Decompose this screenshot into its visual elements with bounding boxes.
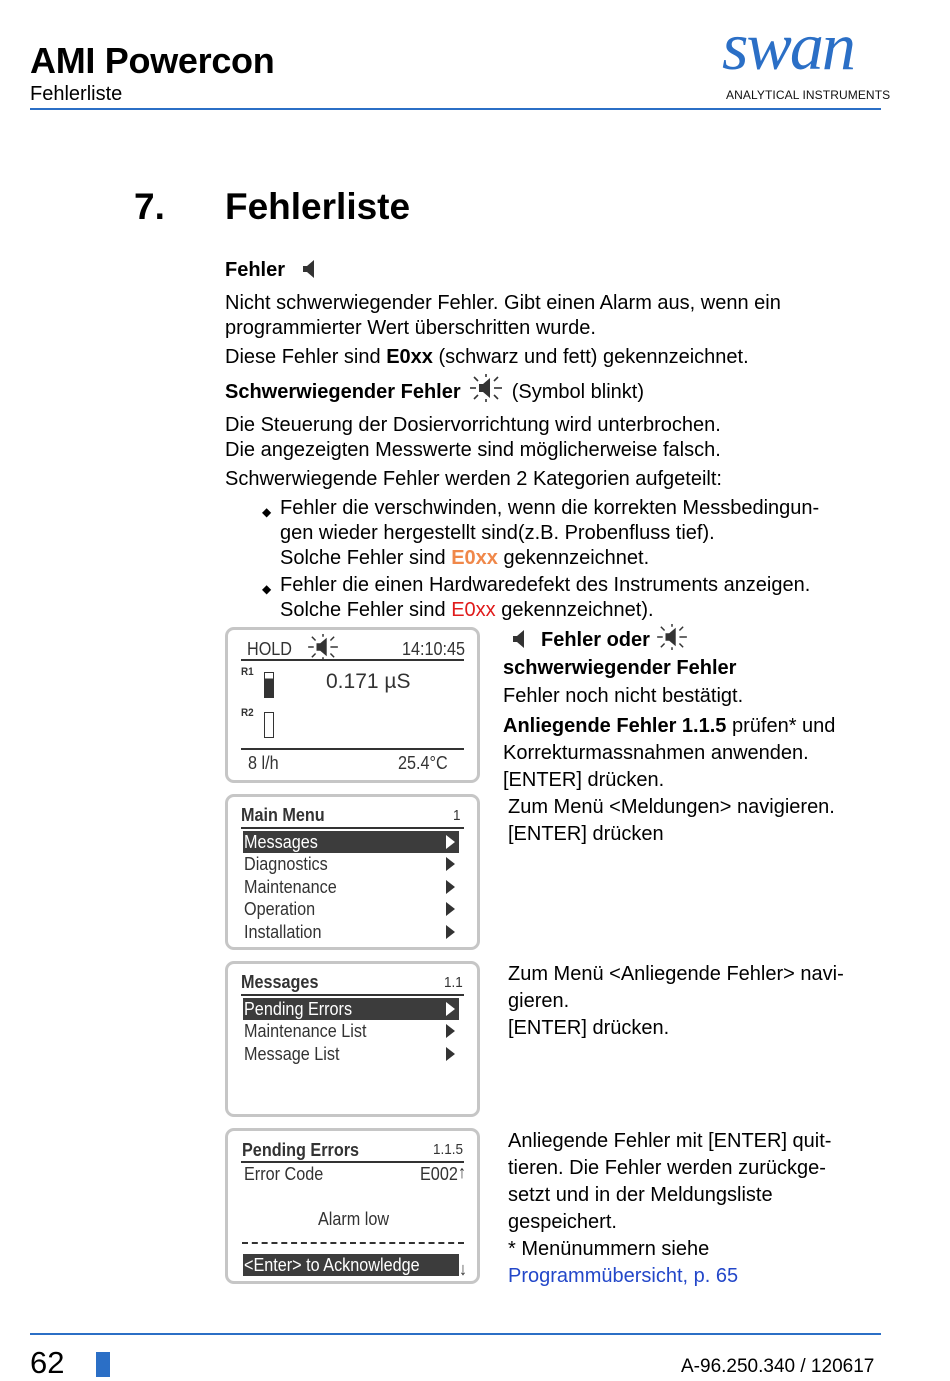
header-rule	[30, 108, 881, 110]
menu-number: 1	[453, 807, 461, 824]
lcd-divider	[241, 827, 464, 829]
menu-number: 1.1	[444, 974, 463, 991]
step-1-heading	[503, 624, 883, 680]
menu-item-operation[interactable]: Operation	[244, 899, 316, 919]
bullet1-code: E0xx	[451, 547, 498, 569]
lcd-screen-messages	[225, 961, 480, 1117]
lcd-divider	[241, 748, 464, 750]
step-3-description	[508, 961, 883, 1042]
menu-title: Main Menu	[241, 805, 325, 825]
bullet2-line-2-pre: Solche Fehler sind	[280, 599, 452, 621]
step-1-line-1: Fehler noch nicht bestätigt.	[503, 685, 744, 707]
bullet2-line-1: Fehler die einen Hardwaredefekt des Instruments anzeigen.	[280, 574, 811, 596]
severe-heading-line	[225, 374, 885, 409]
relay-1-bar	[264, 672, 274, 698]
chevron-right-icon	[446, 1024, 455, 1038]
menu-item-installation[interactable]: Installation	[244, 922, 322, 942]
lcd-screen-pending-errors	[225, 1128, 480, 1284]
flow-readout: 8 l/h	[248, 753, 279, 773]
step-4-line-5: * Menünummern siehe	[508, 1238, 710, 1260]
chevron-right-icon	[446, 835, 455, 849]
chapter-title: Fehlerliste	[225, 186, 411, 227]
hold-label: HOLD	[247, 639, 293, 659]
bullet-item-2	[225, 573, 885, 623]
step-2-line-2: [ENTER] drücken	[508, 823, 664, 845]
paragraph-3	[225, 413, 885, 463]
arrow-down-icon: ↓	[459, 1259, 468, 1279]
chevron-right-icon	[446, 857, 455, 871]
menu-item-maintenance-list[interactable]: Maintenance List	[244, 1021, 367, 1041]
document-title: AMI Powercon	[30, 40, 275, 81]
menu-item-message-list[interactable]: Message List	[244, 1044, 340, 1064]
chevron-right-icon	[446, 880, 455, 894]
bullet1-line-1: Fehler die verschwinden, wenn die korrekten Messbedingun-	[280, 497, 820, 519]
bullet-diamond-icon: ◆	[262, 582, 272, 596]
menu-item-maintenance[interactable]: Maintenance	[244, 877, 337, 897]
swan-logo	[722, 8, 891, 104]
step-1-bold-ref: Anliegende Fehler 1.1.5	[503, 715, 727, 737]
step-1-heading-2: schwerwiegender Fehler	[503, 657, 737, 679]
footer-rule	[30, 1333, 881, 1335]
step-1-heading-1: Fehler oder	[541, 629, 650, 651]
menu-item-messages[interactable]: Messages	[244, 832, 318, 852]
temperature-readout: 25.4°C	[398, 753, 448, 773]
bullet1-line-3-post: gekennzeichnet.	[497, 547, 650, 569]
step-3-line-3: [ENTER] drücken.	[508, 1017, 670, 1039]
p2-pre: Diese Fehler sind	[225, 346, 387, 368]
step-3-line-2: gieren.	[508, 990, 570, 1012]
bullet-diamond-icon: ◆	[262, 505, 272, 519]
step-4-line-1: Anliegende Fehler mit [ENTER] quit-	[508, 1130, 832, 1152]
chapter-number: 7.	[134, 186, 165, 227]
step-4-line-4: gespeichert.	[508, 1211, 617, 1233]
lcd-divider	[241, 994, 464, 996]
lcd-screen-measurement	[225, 627, 480, 783]
paragraph-1: Nicht schwerwiegender Fehler. Gibt einen Alarm aus, wenn ein programmierter Wert überschritten wurde.	[225, 292, 781, 339]
paragraph-2	[225, 345, 885, 370]
step-1-description	[503, 624, 883, 794]
value-number: 0.171	[326, 670, 379, 693]
step-3-line-1: Zum Menü <Anliegende Fehler> navi-	[508, 963, 844, 985]
logo-word: swan	[722, 8, 854, 84]
menu-item-diagnostics[interactable]: Diagnostics	[244, 854, 328, 874]
bullet-item-1	[225, 496, 885, 571]
blinking-speaker-icon	[657, 624, 687, 656]
program-overview-link[interactable]: Programmübersicht, p. 65	[508, 1265, 739, 1287]
menu-number: 1.1.5	[433, 1141, 464, 1158]
chevron-right-icon	[446, 1002, 455, 1016]
document-number: A-96.250.340 / 120617	[681, 1356, 875, 1377]
step-4-description	[508, 1128, 883, 1290]
page-number: 62	[30, 1345, 65, 1380]
step-2-line-1: Zum Menü <Meldungen> navigieren.	[508, 796, 835, 818]
dashed-separator	[242, 1242, 464, 1244]
blinking-speaker-icon	[470, 374, 502, 409]
bullet2-line-2-post: gekennzeichnet).	[495, 599, 654, 621]
acknowledge-action[interactable]: <Enter> to Acknowledge	[244, 1255, 420, 1275]
menu-title: Pending Errors	[242, 1140, 360, 1160]
fehler-heading: Fehler	[225, 259, 286, 281]
severe-note: (Symbol blinkt)	[511, 381, 645, 403]
step-2-description	[508, 794, 883, 848]
logo-tagline: ANALYTICAL INSTRUMENTS	[726, 88, 891, 102]
speaker-icon	[511, 628, 529, 656]
time-readout: 14:10:45	[402, 639, 466, 659]
bullet2-code: E0xx	[451, 599, 496, 621]
relay-1-label: R1	[241, 666, 254, 678]
relay-2-label: R2	[241, 707, 254, 719]
page-marker	[96, 1352, 110, 1377]
lcd-divider	[241, 659, 464, 661]
speaker-icon	[301, 258, 319, 287]
step-1-line-3: Korrekturmassnahmen anwenden.	[503, 742, 809, 764]
arrow-up-icon: ↑	[458, 1162, 467, 1182]
step-4-line-2: tieren. Die Fehler werden zurückge-	[508, 1157, 826, 1179]
step-1-line-2-post: prüfen* und	[726, 715, 836, 737]
p3-line-2: Die angezeigten Messwerte sind möglicherweise falsch.	[225, 439, 721, 461]
chevron-right-icon	[446, 902, 455, 916]
menu-item-pending-errors[interactable]: Pending Errors	[244, 999, 353, 1019]
value-unit: µS	[384, 670, 411, 693]
menu-title: Messages	[241, 972, 319, 992]
measured-value	[326, 670, 411, 694]
error-message: Alarm low	[318, 1209, 390, 1229]
bullet1-line-3-pre: Solche Fehler sind	[280, 547, 452, 569]
lcd-screen-main-menu	[225, 794, 480, 950]
error-code-value: E002	[420, 1164, 458, 1184]
p3-line-1: Die Steuerung der Dosiervorrichtung wird unterbrochen.	[225, 414, 721, 436]
chevron-right-icon	[446, 925, 455, 939]
step-1-line-4: [ENTER] drücken.	[503, 769, 665, 791]
chevron-right-icon	[446, 1047, 455, 1061]
p2-post: (schwarz und fett) gekennzeichnet.	[432, 346, 749, 368]
document-subtitle: Fehlerliste	[30, 83, 123, 105]
fehler-heading-line	[225, 258, 885, 287]
bullet1-line-2: gen wieder hergestellt sind(z.B. Probenfluss tief).	[280, 522, 715, 544]
lcd-divider	[241, 1161, 464, 1163]
step-1-line-2	[503, 713, 883, 740]
step-4-line-3: setzt und in der Meldungsliste	[508, 1184, 773, 1206]
error-code-label: Error Code	[244, 1164, 324, 1184]
severe-heading: Schwerwiegender Fehler	[225, 381, 461, 403]
body-text	[225, 258, 885, 625]
relay-2-bar	[264, 712, 274, 738]
p2-code: E0xx	[386, 346, 433, 368]
paragraph-4: Schwerwiegende Fehler werden 2 Kategorien aufgeteilt:	[225, 468, 722, 490]
